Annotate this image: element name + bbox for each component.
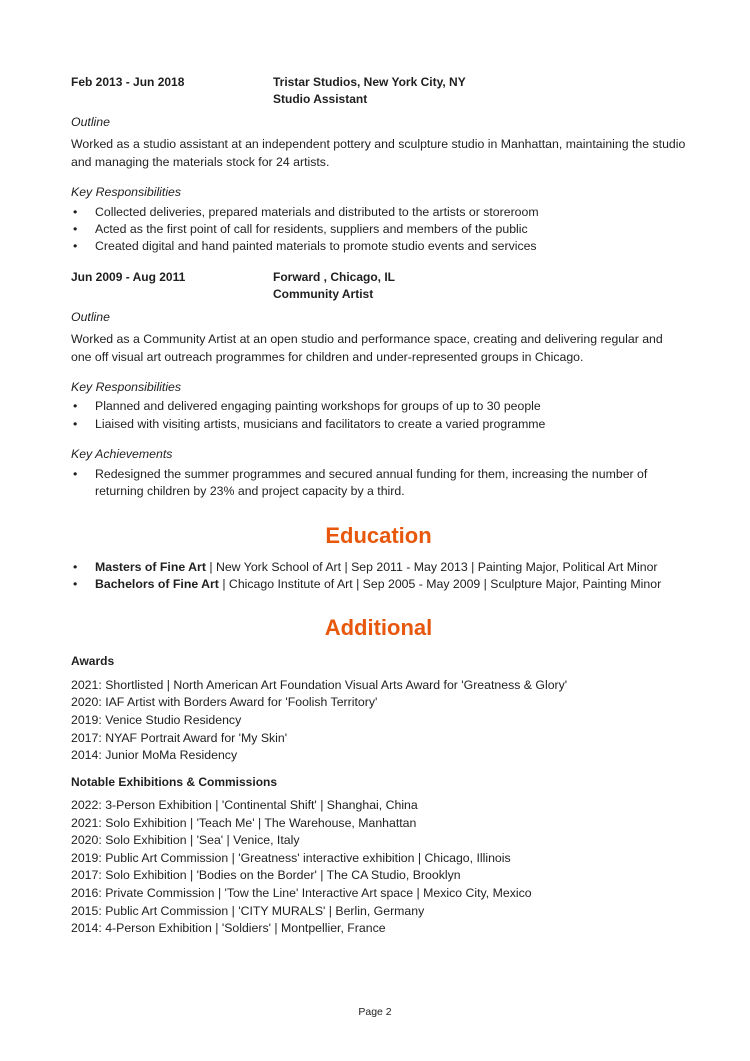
- responsibilities-list: [71, 398, 686, 433]
- job-organisation: Tristar Studios, New York City, NY: [273, 75, 466, 89]
- job-entry-forward: [71, 269, 686, 501]
- awards-list: [71, 677, 686, 765]
- list-item: • Created digital and hand painted materials to promote studio events and services: [71, 238, 686, 255]
- section-title-additional: Additional: [324, 615, 433, 641]
- bullet-icon: •: [73, 399, 78, 414]
- list-item: 2019: Public Art Commission | 'Greatness' interactive exhibition | Chicago, Illinois: [71, 850, 511, 865]
- job-date: Feb 2013 - Jun 2018: [71, 75, 185, 89]
- bullet-icon: •: [73, 204, 78, 219]
- section-title-education: Education: [325, 522, 432, 548]
- list-item: 2022: 3-Person Exhibition | 'Continental Shift' | Shanghai, China: [71, 798, 418, 813]
- list-item: 2017: NYAF Portrait Award for 'My Skin': [71, 730, 288, 745]
- degree-name: Masters of Fine Art: [95, 559, 206, 574]
- responsibilities-list: [71, 204, 686, 256]
- list-item: 2021: Solo Exhibition | 'Teach Me' | The Warehouse, Manhattan: [71, 815, 417, 830]
- list-item: 2015: Public Art Commission | 'CITY MURALS' | Berlin, Germany: [71, 903, 425, 918]
- exhibitions-list: [71, 797, 686, 938]
- resume-page: [71, 74, 686, 938]
- list-item: 2020: Solo Exhibition | 'Sea' | Venice, Italy: [71, 833, 300, 848]
- bullet-icon: •: [73, 222, 78, 237]
- list-item: 2020: IAF Artist with Borders Award for 'Foolish Territory': [71, 695, 378, 710]
- list-item: 2017: Solo Exhibition | 'Bodies on the Border' | The CA Studio, Brooklyn: [71, 868, 461, 883]
- list-item: [71, 559, 686, 576]
- outline-label: Outline: [71, 309, 110, 324]
- achievements-list: [71, 466, 686, 501]
- list-item: 2021: Shortlisted | North American Art Foundation Visual Arts Award for 'Greatness & Glory': [71, 677, 568, 692]
- outline-text: Worked as a studio assistant at an independent pottery and sculpture studio in Manhattan, maintaining the studio and managing the materials stock for 24 artists.: [71, 137, 686, 169]
- list-item: • Redesigned the summer programmes and secured annual funding for them, increasing the number of returning children by 23% and project capacity by a third.: [73, 466, 648, 499]
- degree-detail: | Chicago Institute of Art | Sep 2005 - May 2009 | Sculpture Major, Painting Minor: [218, 576, 662, 591]
- job-date: Jun 2009 - Aug 2011: [71, 269, 186, 284]
- list-item: 2014: 4-Person Exhibition | 'Soldiers' | Montpellier, France: [71, 921, 386, 936]
- awards-heading: Awards: [71, 654, 115, 669]
- degree-name: Bachelors of Fine Art: [95, 576, 219, 591]
- list-item: • Collected deliveries, prepared materials and distributed to the artists or storeroom: [71, 204, 686, 221]
- job-role: Community Artist: [273, 286, 374, 301]
- outline-label: Outline: [71, 115, 110, 129]
- achievements-label: Key Achievements: [71, 447, 173, 462]
- exhibitions-heading: Notable Exhibitions & Commissions: [71, 774, 278, 789]
- bullet-icon: •: [73, 239, 78, 254]
- education-section: [71, 521, 686, 594]
- job-header: [71, 74, 686, 108]
- list-item: • Liaised with visiting artists, musicians and facilitators to create a varied programme: [71, 416, 686, 433]
- job-organisation: Forward , Chicago, IL: [273, 269, 396, 284]
- job-header: [71, 269, 686, 303]
- outline-text: Worked as a Community Artist at an open studio and performance space, creating and delivering regular and one off visual art outreach programmes for children and under-represented groups in Chicago.: [71, 332, 663, 364]
- bullet-icon: •: [73, 576, 78, 591]
- job-entry-tristar: [71, 74, 686, 256]
- responsibilities-label: Key Responsibilities: [71, 185, 182, 200]
- list-item: 2019: Venice Studio Residency: [71, 712, 242, 727]
- bullet-icon: •: [73, 559, 78, 574]
- responsibilities-label: Key Responsibilities: [71, 380, 182, 395]
- list-item: • Planned and delivered engaging painting workshops for groups of up to 30 people: [71, 398, 686, 415]
- list-item: 2014: Junior MoMa Residency: [71, 748, 238, 763]
- degree-detail: | New York School of Art | Sep 2011 - May 2013 | Painting Major, Political Art Minor: [205, 559, 658, 574]
- additional-section: [71, 613, 686, 938]
- education-list: [71, 559, 686, 594]
- job-role: Studio Assistant: [273, 92, 368, 106]
- list-item: • Acted as the first point of call for residents, suppliers and members of the public: [71, 221, 686, 238]
- bullet-icon: •: [73, 416, 78, 431]
- list-item: 2016: Private Commission | 'Tow the Line' Interactive Art space | Mexico City, Mexico: [71, 886, 532, 901]
- bullet-icon: •: [73, 466, 78, 481]
- list-item: [71, 576, 686, 593]
- page-number: Page 2: [358, 1006, 392, 1018]
